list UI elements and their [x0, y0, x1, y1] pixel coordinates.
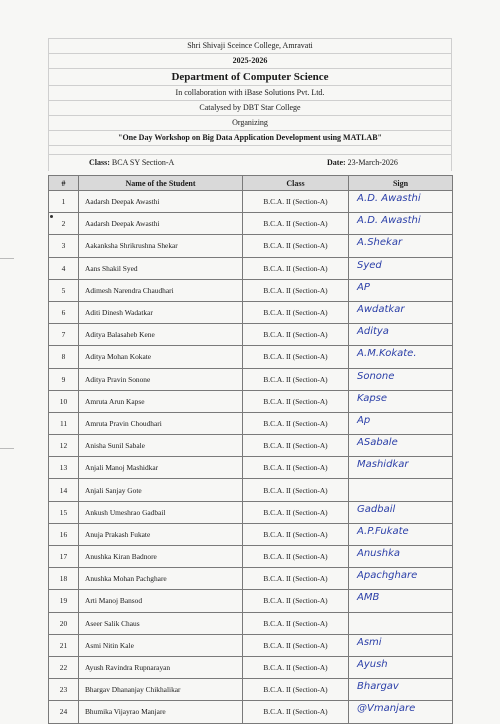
- student-class: B.C.A. II (Section-A): [243, 634, 349, 656]
- handwritten-signature: Mashidkar: [357, 459, 409, 471]
- col-header-class: Class: [243, 176, 349, 191]
- table-row: [49, 546, 453, 568]
- row-number: 20: [49, 612, 79, 634]
- table-row: [49, 191, 453, 213]
- handwritten-signature: A.D. Awasthi: [357, 215, 421, 227]
- student-name: Aakanksha Shrikrushna Shekar: [79, 235, 243, 257]
- table-row: [49, 568, 453, 590]
- student-name: Adimesh Narendra Chaudhari: [79, 279, 243, 301]
- signature-cell: [349, 479, 453, 501]
- class-label: Class:: [89, 158, 110, 167]
- student-class: B.C.A. II (Section-A): [243, 213, 349, 235]
- table-row: [49, 324, 453, 346]
- signature-cell: [349, 656, 453, 678]
- class-date-row: [48, 154, 452, 171]
- student-class: B.C.A. II (Section-A): [243, 523, 349, 545]
- document-header: [48, 38, 452, 171]
- signature-cell: [349, 501, 453, 523]
- student-class: B.C.A. II (Section-A): [243, 479, 349, 501]
- table-row: [49, 412, 453, 434]
- signature-cell: [349, 679, 453, 701]
- collaboration-line: In collaboration with iBase Solutions Pvt. Ltd.: [48, 85, 452, 100]
- table-row: [49, 612, 453, 634]
- handwritten-signature: Syed: [357, 259, 382, 271]
- row-number: 3: [49, 235, 79, 257]
- row-number: 5: [49, 279, 79, 301]
- student-name: Bhumika Vijayrao Manjare: [79, 701, 243, 723]
- row-number: 16: [49, 523, 79, 545]
- col-header-sign: Sign: [349, 176, 453, 191]
- student-class: B.C.A. II (Section-A): [243, 568, 349, 590]
- organizing-line: Organizing: [48, 115, 452, 130]
- handwritten-signature: AMB: [357, 592, 380, 604]
- date-value: 23-March-2026: [347, 158, 398, 167]
- table-row: [49, 257, 453, 279]
- handwritten-signature: Apachghare: [357, 570, 418, 582]
- session-year: 2025-2026: [48, 53, 452, 68]
- student-class: B.C.A. II (Section-A): [243, 235, 349, 257]
- student-class: B.C.A. II (Section-A): [243, 546, 349, 568]
- handwritten-signature: ASabale: [357, 437, 398, 449]
- student-table: [48, 175, 453, 724]
- row-number: 7: [49, 324, 79, 346]
- student-class: B.C.A. II (Section-A): [243, 590, 349, 612]
- table-row: [49, 279, 453, 301]
- table-row: [49, 679, 453, 701]
- table-row: [49, 523, 453, 545]
- signature-cell: [349, 235, 453, 257]
- signature-cell: [349, 634, 453, 656]
- student-name: Aadarsh Deepak Awasthi: [79, 191, 243, 213]
- handwritten-signature: A.Shekar: [357, 237, 403, 249]
- row-number: 2: [49, 213, 79, 235]
- row-number: 14: [49, 479, 79, 501]
- col-header-name: Name of the Student: [79, 176, 243, 191]
- row-number: 24: [49, 701, 79, 723]
- student-name: Amruta Pravin Choudhari: [79, 412, 243, 434]
- handwritten-signature: Ap: [357, 414, 371, 426]
- student-name: Ayush Ravindra Rupnarayan: [79, 656, 243, 678]
- signature-cell: [349, 324, 453, 346]
- student-name: Aditya Mohan Kokate: [79, 346, 243, 368]
- student-name: Anjali Sanjay Gote: [79, 479, 243, 501]
- table-row: [49, 346, 453, 368]
- student-name: Asmi Nitin Kale: [79, 634, 243, 656]
- signature-cell: [349, 390, 453, 412]
- date-label: Date:: [327, 158, 346, 167]
- student-class: B.C.A. II (Section-A): [243, 412, 349, 434]
- signature-cell: [349, 301, 453, 323]
- handwritten-signature: AP: [357, 281, 370, 293]
- student-name: Aditya Pravin Sonone: [79, 368, 243, 390]
- student-name: Aadarsh Deepak Awasthi: [79, 213, 243, 235]
- handwritten-signature: Sonone: [357, 370, 395, 382]
- signature-cell: [349, 213, 453, 235]
- student-name: Bhargav Dhananjay Chikhalikar: [79, 679, 243, 701]
- signature-cell: [349, 568, 453, 590]
- student-name: Anushka Kiran Badnore: [79, 546, 243, 568]
- workshop-title: "One Day Workshop on Big Data Application Development using MATLAB": [48, 130, 452, 145]
- student-name: Ankush Umeshrao Gadbail: [79, 501, 243, 523]
- signature-cell: [349, 279, 453, 301]
- signature-cell: [349, 435, 453, 457]
- student-class: B.C.A. II (Section-A): [243, 679, 349, 701]
- margin-mark: [0, 258, 14, 259]
- handwritten-signature: Gadbail: [357, 503, 396, 515]
- handwritten-signature: Awdatkar: [357, 303, 405, 315]
- row-number: 10: [49, 390, 79, 412]
- row-number: 15: [49, 501, 79, 523]
- student-class: B.C.A. II (Section-A): [243, 390, 349, 412]
- table-row: [49, 301, 453, 323]
- row-number: 11: [49, 412, 79, 434]
- date-info: [327, 155, 398, 171]
- row-number: 8: [49, 346, 79, 368]
- signature-cell: [349, 257, 453, 279]
- signature-cell: [349, 546, 453, 568]
- row-number: 23: [49, 679, 79, 701]
- student-class: B.C.A. II (Section-A): [243, 701, 349, 723]
- handwritten-signature: A.P.Fukate: [357, 525, 409, 537]
- student-name: Aseer Salik Chaus: [79, 612, 243, 634]
- table-header-row: [49, 176, 453, 191]
- catalysed-line: Catalysed by DBT Star College: [48, 100, 452, 115]
- table-row: [49, 435, 453, 457]
- col-header-num: #: [49, 176, 79, 191]
- college-name: Shri Shivaji Sceince College, Amravati: [48, 38, 452, 53]
- table-row: [49, 590, 453, 612]
- signature-cell: [349, 368, 453, 390]
- student-name: Aans Shakil Syed: [79, 257, 243, 279]
- handwritten-signature: A.M.Kokate.: [357, 348, 417, 360]
- student-class: B.C.A. II (Section-A): [243, 279, 349, 301]
- row-number: 13: [49, 457, 79, 479]
- signature-cell: [349, 701, 453, 723]
- handwritten-signature: Aditya: [357, 326, 389, 338]
- handwritten-signature: Kapse: [357, 392, 388, 404]
- signature-cell: [349, 412, 453, 434]
- student-name: Anuja Prakash Fukate: [79, 523, 243, 545]
- student-name: Aditya Balasaheb Kene: [79, 324, 243, 346]
- student-class: B.C.A. II (Section-A): [243, 191, 349, 213]
- handwritten-signature: Asmi: [357, 636, 382, 648]
- handwritten-signature: A.D. Awasthi: [357, 193, 421, 204]
- handwritten-signature: Bhargav: [357, 681, 399, 693]
- class-value: BCA SY Section-A: [111, 158, 175, 167]
- table-row: [49, 701, 453, 723]
- margin-mark: [0, 448, 14, 449]
- signature-cell: [349, 523, 453, 545]
- signature-cell: [349, 346, 453, 368]
- student-class: B.C.A. II (Section-A): [243, 656, 349, 678]
- signature-cell: [349, 590, 453, 612]
- student-name: Arti Manoj Bansod: [79, 590, 243, 612]
- row-number: 18: [49, 568, 79, 590]
- row-number: 1: [49, 191, 79, 213]
- student-class: B.C.A. II (Section-A): [243, 301, 349, 323]
- row-number: 9: [49, 368, 79, 390]
- student-class: B.C.A. II (Section-A): [243, 257, 349, 279]
- student-class: B.C.A. II (Section-A): [243, 435, 349, 457]
- row-number: 21: [49, 634, 79, 656]
- row-number: 6: [49, 301, 79, 323]
- signature-cell: [349, 457, 453, 479]
- table-row: [49, 656, 453, 678]
- handwritten-signature: Ayush: [357, 658, 388, 670]
- handwritten-signature: @Vmanjare: [357, 703, 416, 715]
- class-info: [89, 155, 174, 171]
- row-number: 12: [49, 435, 79, 457]
- spacer-row: [48, 145, 452, 154]
- row-number: 4: [49, 257, 79, 279]
- row-number: 22: [49, 656, 79, 678]
- table-row: [49, 457, 453, 479]
- signature-cell: [349, 191, 453, 213]
- table-row: [49, 368, 453, 390]
- student-name: Amruta Arun Kapse: [79, 390, 243, 412]
- table-row: [49, 479, 453, 501]
- table-row: [49, 390, 453, 412]
- table-row: [49, 501, 453, 523]
- department-title: Department of Computer Science: [48, 68, 452, 85]
- table-row: [49, 235, 453, 257]
- student-name: Anjali Manoj Mashidkar: [79, 457, 243, 479]
- student-class: B.C.A. II (Section-A): [243, 457, 349, 479]
- table-row: [49, 634, 453, 656]
- handwritten-signature: Anushka: [357, 548, 400, 559]
- student-class: B.C.A. II (Section-A): [243, 324, 349, 346]
- student-name: Anisha Sunil Sabale: [79, 435, 243, 457]
- student-class: B.C.A. II (Section-A): [243, 612, 349, 634]
- student-name: Aditi Dinesh Wadatkar: [79, 301, 243, 323]
- student-class: B.C.A. II (Section-A): [243, 368, 349, 390]
- table-row: [49, 213, 453, 235]
- signature-cell: [349, 612, 453, 634]
- student-class: B.C.A. II (Section-A): [243, 501, 349, 523]
- row-number: 19: [49, 590, 79, 612]
- student-name: Anushka Mohan Pachghare: [79, 568, 243, 590]
- row-number: 17: [49, 546, 79, 568]
- student-class: B.C.A. II (Section-A): [243, 346, 349, 368]
